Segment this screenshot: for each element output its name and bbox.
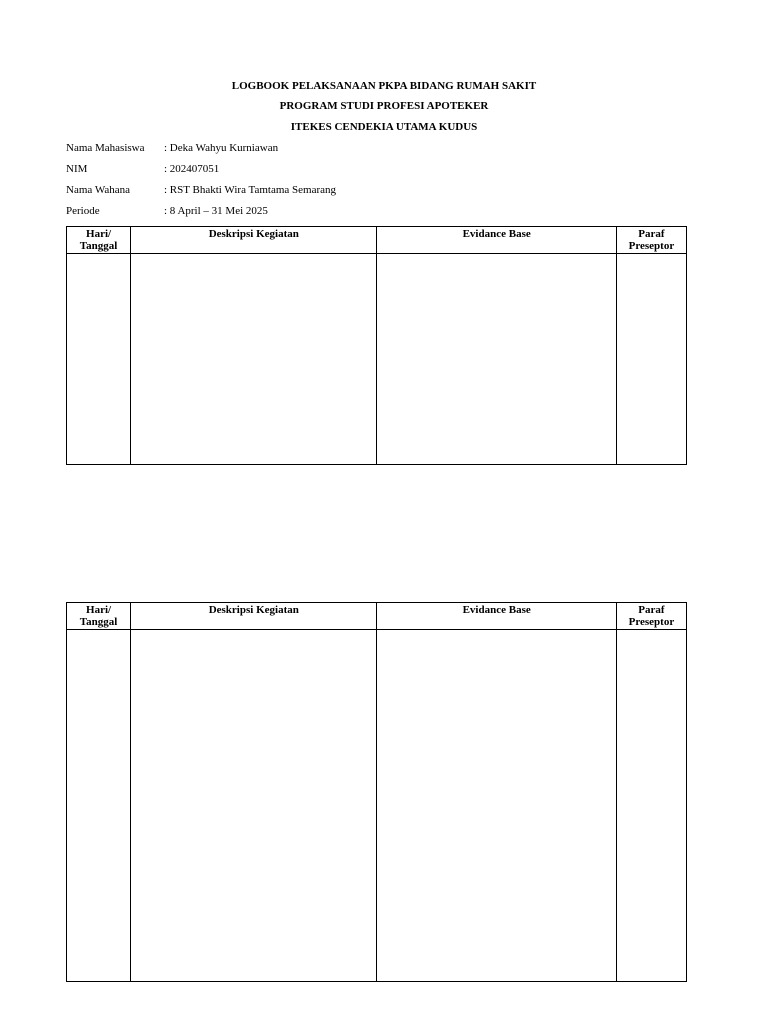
cell-hari-tanggal [67,254,131,465]
header-tanggal: Tanggal [79,240,118,252]
info-row-nama-mahasiswa [66,141,278,155]
table-header-row [67,603,687,630]
header-paraf: Paraf [638,604,665,616]
table-row [67,630,687,982]
header-tanggal: Tanggal [79,616,118,628]
institution-title: ITEKES CENDEKIA UTAMA KUDUS [290,121,478,133]
info-label: Periode [66,205,100,217]
info-row-nama-wahana [66,183,336,197]
header-preseptor: Preseptor [628,616,675,628]
info-value: : RST Bhakti Wira Tamtama Semarang [164,184,337,196]
cell-paraf-preseptor [616,630,686,982]
info-row-periode [66,204,268,218]
header-preseptor: Preseptor [628,240,675,252]
cell-evidance-base [377,254,616,465]
header-hari-tanggal [67,227,131,254]
cell-deskripsi-kegiatan [131,254,377,465]
info-label: Nama Wahana [66,184,130,196]
header-evidance-base: Evidance Base [377,603,616,630]
cell-deskripsi-kegiatan [131,630,377,982]
table-row [67,254,687,465]
logbook-table-2 [66,602,687,982]
cell-evidance-base [377,630,616,982]
logbook-title: LOGBOOK PELAKSANAAN PKPA BIDANG RUMAH SAKIT [231,80,537,92]
table-header-row [67,227,687,254]
header-hari: Hari/ [86,604,112,616]
header-deskripsi-kegiatan: Deskripsi Kegiatan [131,227,377,254]
header-hari-tanggal [67,603,131,630]
info-value: : 8 April – 31 Mei 2025 [164,205,268,217]
program-title: PROGRAM STUDI PROFESI APOTEKER [279,100,489,112]
info-value: : 202407051 [164,163,220,175]
info-label: Nama Mahasiswa [66,142,145,154]
info-row-nim [66,162,219,176]
header-evidance-base: Evidance Base [377,227,616,254]
logbook-table-1 [66,226,687,465]
header-paraf-preseptor [616,227,686,254]
cell-hari-tanggal [67,630,131,982]
info-label: NIM [66,163,88,175]
header-paraf: Paraf [638,228,665,240]
header-paraf-preseptor [616,603,686,630]
header-hari: Hari/ [86,228,112,240]
cell-paraf-preseptor [616,254,686,465]
info-value: : Deka Wahyu Kurniawan [164,142,279,154]
header-deskripsi-kegiatan: Deskripsi Kegiatan [131,603,377,630]
